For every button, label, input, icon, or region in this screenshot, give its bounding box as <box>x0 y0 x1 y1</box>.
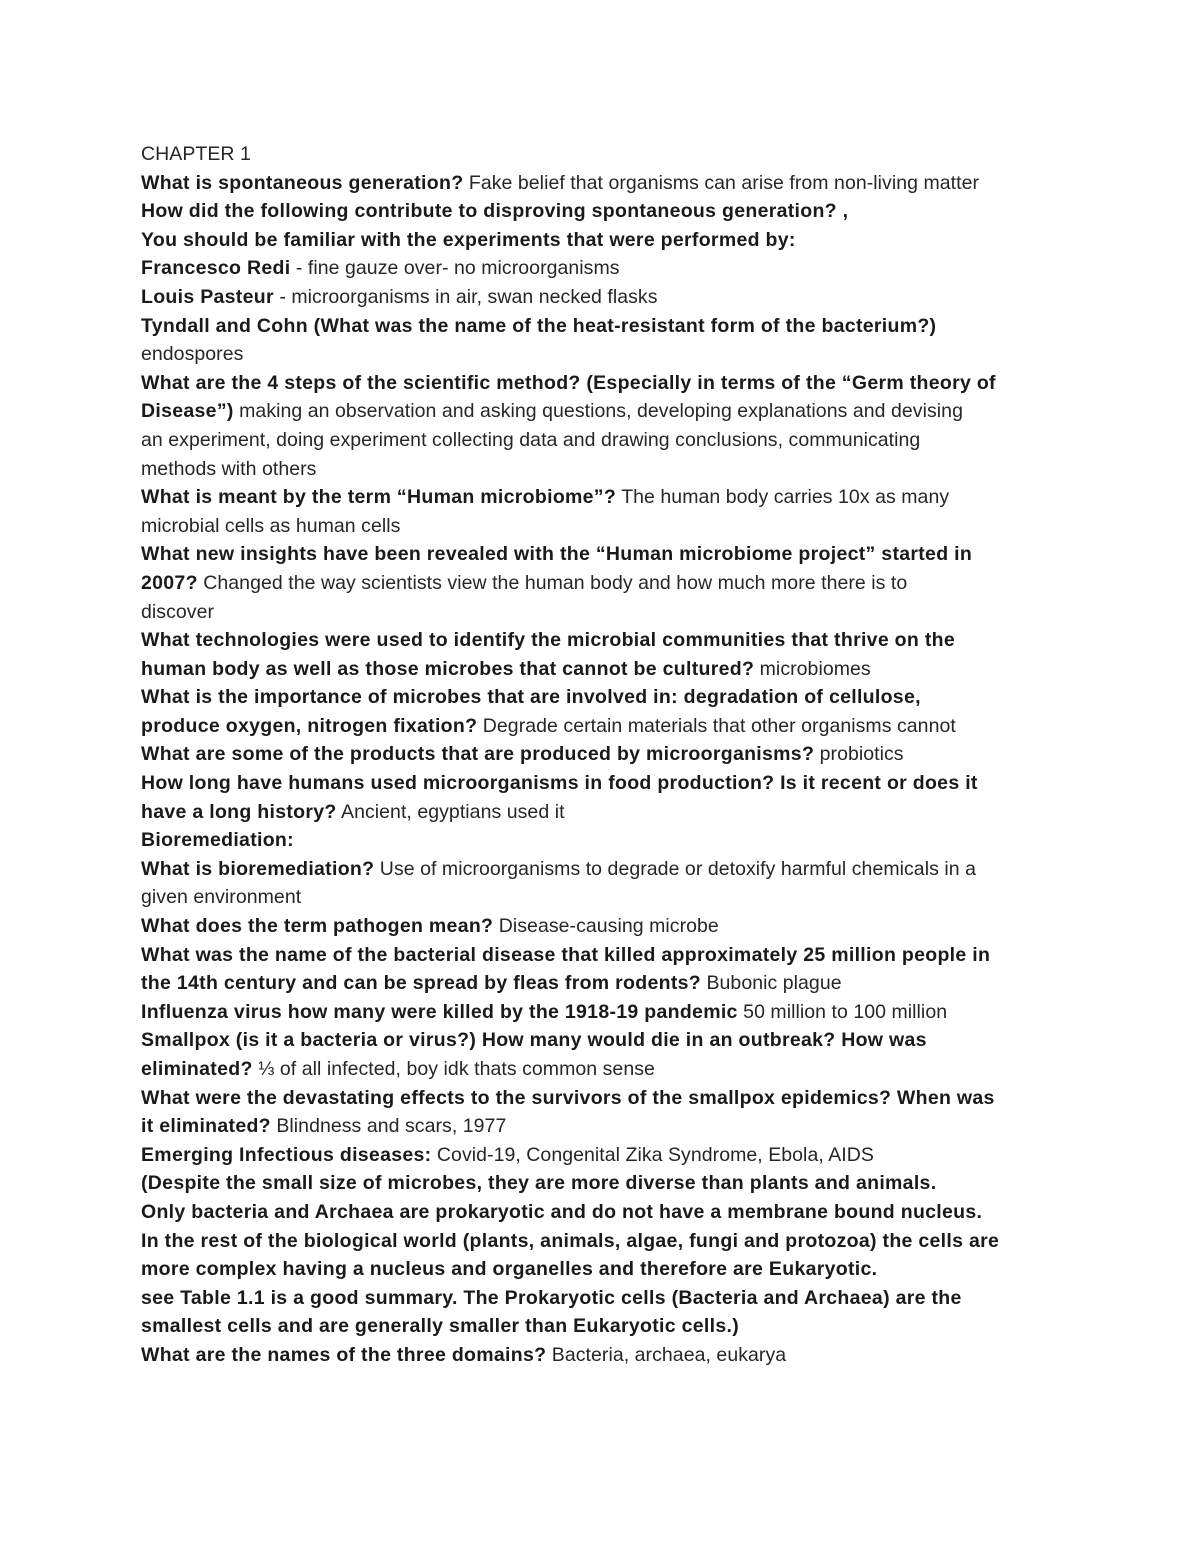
answer-text: Covid-19, Congenital Zika Syndrome, Ebola, AIDS <box>431 1143 874 1166</box>
document-line <box>141 226 1071 255</box>
document-line <box>141 998 1071 1027</box>
document-line <box>141 1312 1071 1341</box>
question-text: Disease”) <box>141 400 234 423</box>
question-text: 2007? <box>141 571 198 594</box>
document-line <box>141 483 1071 512</box>
question-text: smallest cells and are generally smaller than Eukaryotic cells.) <box>141 1315 739 1338</box>
question-text: Louis Pasteur <box>141 285 274 308</box>
question-text: have a long history? <box>141 800 337 823</box>
question-text: (Despite the small size of microbes, they are more diverse than plants and animals. <box>141 1172 937 1195</box>
answer-text: discover <box>141 600 215 623</box>
question-text: How long have humans used microorganisms in food production? Is it recent or does it <box>141 772 978 795</box>
question-text: Bioremediation: <box>141 829 294 852</box>
document-line <box>141 254 1071 283</box>
question-text: more complex having a nucleus and organelles and therefore are Eukaryotic. <box>141 1258 878 1281</box>
document-line <box>141 712 1071 741</box>
document-line <box>141 826 1071 855</box>
answer-text: 50 million to 100 million <box>737 1000 948 1023</box>
answer-text: Ancient, egyptians used it <box>336 800 565 823</box>
question-text: human body as well as those microbes that cannot be cultured? <box>141 657 755 680</box>
question-text: You should be familiar with the experiments that were performed by: <box>141 228 796 251</box>
document-line <box>141 312 1071 341</box>
question-text: What was the name of the bacterial disease that killed approximately 25 million people in <box>141 943 991 966</box>
document-line <box>141 655 1071 684</box>
answer-text: CHAPTER 1 <box>141 143 251 165</box>
document-line <box>141 683 1071 712</box>
answer-text: endospores <box>141 343 244 366</box>
question-text: it eliminated? <box>141 1115 271 1138</box>
answer-text: - microorganisms in air, swan necked flasks <box>273 285 658 308</box>
question-text: What are the 4 steps of the scientific method? (Especially in terms of the “Germ theory of <box>141 371 996 394</box>
document-line <box>141 397 1071 426</box>
document-line <box>141 769 1071 798</box>
question-text: Tyndall and Cohn (What was the name of the heat-resistant form of the bacterium?) <box>141 314 937 337</box>
document-line <box>141 1284 1071 1313</box>
question-text: the 14th century and can be spread by fleas from rodents? <box>141 972 701 995</box>
document-line <box>141 626 1071 655</box>
question-text: see Table 1.1 is a good summary. The Prokaryotic cells (Bacteria and Archaea) are the <box>141 1286 962 1309</box>
document-line <box>141 426 1071 455</box>
document-line <box>141 855 1071 884</box>
document-line <box>141 369 1071 398</box>
document-line <box>141 169 1071 198</box>
answer-text: microbiomes <box>754 657 871 680</box>
document-line <box>141 1026 1071 1055</box>
answer-text: Fake belief that organisms can arise from non-living matter <box>463 171 980 194</box>
document-line <box>141 455 1071 484</box>
document-line <box>141 197 1071 226</box>
question-text: What new insights have been revealed with the “Human microbiome project” started in <box>141 543 973 566</box>
document-line <box>141 1112 1071 1141</box>
answer-text: ⅓ of all infected, boy idk thats common sense <box>252 1058 655 1080</box>
question-text: Emerging Infectious diseases: <box>141 1143 432 1166</box>
document-line <box>141 1227 1071 1256</box>
answer-text: Bubonic plague <box>701 972 842 995</box>
question-text: What are the names of the three domains? <box>141 1343 547 1366</box>
question-text: eliminated? <box>141 1058 253 1080</box>
question-text: Smallpox (is it a bacteria or virus?) How many would die in an outbreak? How was <box>141 1029 927 1052</box>
document-line <box>141 1341 1071 1370</box>
document-line <box>141 1084 1071 1113</box>
document-line <box>141 598 1071 627</box>
question-text: What is the importance of microbes that are involved in: degradation of cellulose, <box>141 686 921 709</box>
document-line <box>141 569 1071 598</box>
document-line <box>141 1255 1071 1284</box>
answer-text: microbial cells as human cells <box>141 514 401 537</box>
question-text: What technologies were used to identify the microbial communities that thrive on the <box>141 629 955 652</box>
answer-text: given environment <box>141 886 302 909</box>
document-line <box>141 941 1071 970</box>
document-line <box>141 912 1071 941</box>
document-line <box>141 1141 1071 1170</box>
answer-text: probiotics <box>814 743 904 766</box>
answer-text: The human body carries 10x as many <box>616 486 950 509</box>
answer-text: methods with others <box>141 457 317 480</box>
document-line <box>141 798 1071 827</box>
answer-text: Bacteria, archaea, eukarya <box>546 1343 787 1366</box>
answer-text: an experiment, doing experiment collecting data and drawing conclusions, communicating <box>141 428 921 451</box>
answer-text: Use of microorganisms to degrade or detoxify harmful chemicals in a <box>374 857 976 880</box>
answer-text: Disease-causing microbe <box>493 915 719 938</box>
document-line <box>141 283 1071 312</box>
question-text: Only bacteria and Archaea are prokaryotic and do not have a membrane bound nucleus. <box>141 1200 983 1223</box>
answer-text: Blindness and scars, 1977 <box>270 1115 507 1138</box>
question-text: What is spontaneous generation? <box>141 171 464 194</box>
question-text: Influenza virus how many were killed by the 1918-19 pandemic <box>141 1000 738 1023</box>
document-line <box>141 340 1071 369</box>
document-line <box>141 883 1071 912</box>
question-text: What were the devastating effects to the survivors of the smallpox epidemics? When was <box>141 1086 995 1109</box>
question-text: What are some of the products that are produced by microorganisms? <box>141 743 815 766</box>
question-text: Francesco Redi <box>141 257 291 280</box>
answer-text: Changed the way scientists view the human body and how much more there is to <box>197 571 908 594</box>
question-text: How did the following contribute to disproving spontaneous generation? , <box>141 200 849 223</box>
answer-text: Degrade certain materials that other organisms cannot <box>477 714 956 737</box>
question-text: produce oxygen, nitrogen fixation? <box>141 714 478 737</box>
answer-text: making an observation and asking questions, developing explanations and devising <box>233 400 963 423</box>
document-line <box>141 1198 1071 1227</box>
question-text: What does the term pathogen mean? <box>141 915 494 938</box>
question-text: What is bioremediation? <box>141 857 375 880</box>
document-line <box>141 1055 1071 1084</box>
document-body <box>141 140 1071 1370</box>
chapter-heading <box>141 140 1071 169</box>
question-text: In the rest of the biological world (plants, animals, algae, fungi and protozoa) the cells are <box>141 1229 1000 1252</box>
document-line <box>141 740 1071 769</box>
document-line <box>141 969 1071 998</box>
answer-text: - fine gauze over- no microorganisms <box>290 257 620 280</box>
document-line <box>141 1169 1071 1198</box>
document-line <box>141 512 1071 541</box>
question-text: What is meant by the term “Human microbiome”? <box>141 486 617 509</box>
document-line <box>141 540 1071 569</box>
